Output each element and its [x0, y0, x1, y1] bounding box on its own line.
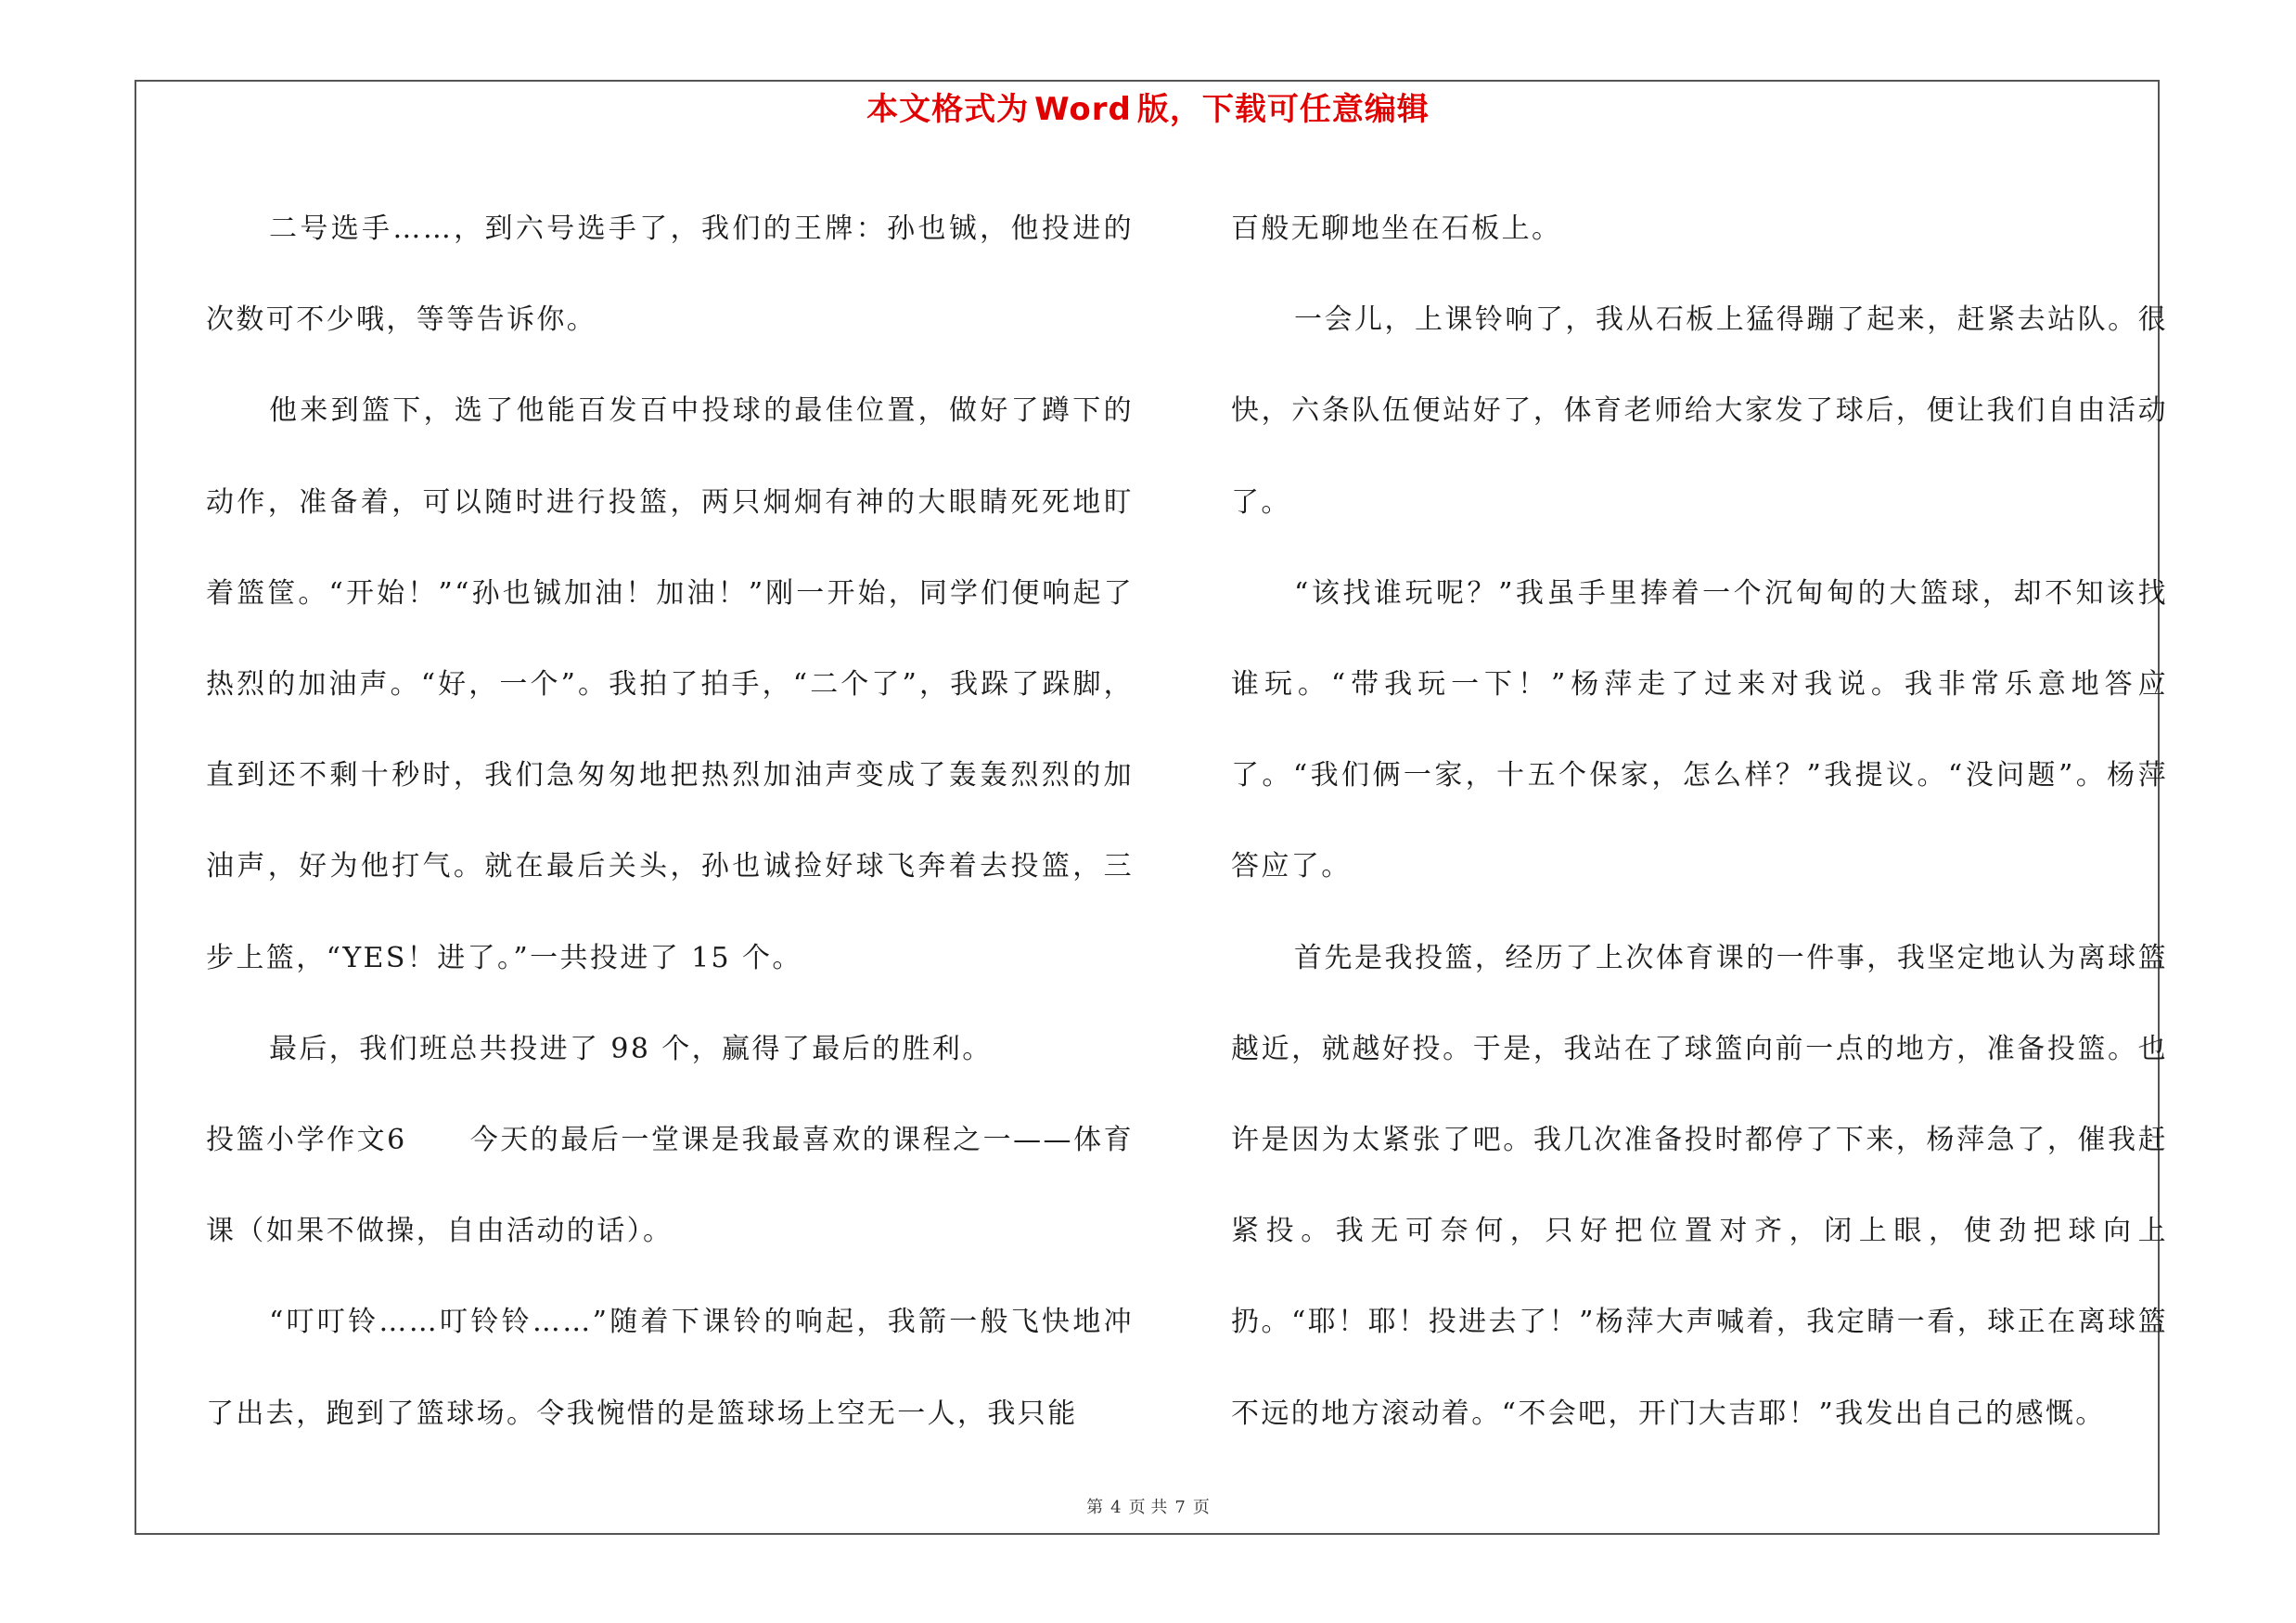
left-column: [206, 184, 1134, 1460]
banner-word: Word: [1034, 91, 1132, 128]
left-paragraph-4: [206, 1095, 1134, 1277]
document-banner: [0, 87, 2296, 132]
essay-intro: 今天的最后一堂课是我最喜欢的课程之一——体育课（如果不做操，自由活动的话）。: [206, 1124, 1134, 1248]
left-paragraph-5: “叮叮铃……叮铃铃……”随着下课铃的响起，我箭一般飞快地冲了出去，跑到了篮球场。令我惋惜的是篮球场上空无一人，我只能: [206, 1306, 1134, 1430]
right-paragraph-4: 首先是我投篮，经历了上次体育课的一件事，我坚定地认为离球篮越近，就越好投。于是，我站在了球篮向前一点的地方，准备投篮。也许是因为太紧张了吧。我几次准备投时都停了下来，杨萍急了，催我赶紧投。我无可奈何，只好把位置对齐，闭上眼，使劲把球向上扔。“耶！耶！投进去了！”杨萍大声喊着，我定睛一看，球正在离球篮不远的地方滚动着。“不会吧，开门大吉耶！”我发出自己的感慨。: [1231, 941, 2168, 1430]
left-paragraph-1: 二号选手……，到六号选手了，我们的王牌：孙也铖，他投进的次数可不少哦，等等告诉你。: [206, 213, 1134, 337]
left-paragraph-2: 他来到篮下，选了他能百发百中投球的最佳位置，做好了蹲下的动作，准备着，可以随时进行投篮，两只炯炯有神的大眼睛死死地盯着篮筐。“开始！”“孙也铖加油！加油！”刚一开始，同学们便响起了热烈的加油声。“好，一个”。我拍了拍手，“二个了”，我跺了跺脚，直到还不剩十秒时，我们急匆匆地把热烈加油声变成了轰轰烈烈的加油声，好为他打气。就在最后关头，孙也诚捡好球飞奔着去投篮，三步上篮，“YES！进了。”一共投进了 15 个。: [206, 394, 1134, 974]
footer-total-pages: 7: [1174, 1498, 1186, 1517]
right-paragraph-3: “该找谁玩呢？”我虽手里捧着一个沉甸甸的大篮球，却不知该找谁玩。“带我玩一下！”杨萍走了过来对我说。我非常乐意地答应了。“我们俩一家，十五个保家，怎么样？”我提议。“没问题”。杨萍答应了。: [1231, 576, 2168, 883]
right-paragraph-1: 百般无聊地坐在石板上。: [1231, 213, 1562, 245]
right-column: [1231, 184, 2168, 1460]
essay-title: 投篮小学作文6: [206, 1124, 407, 1157]
footer-current-page: 4: [1110, 1498, 1122, 1517]
page-footer: [0, 1496, 2296, 1520]
left-paragraph-3: 最后，我们班总共投进了 98 个，赢得了最后的胜利。: [269, 1032, 993, 1065]
right-paragraph-2: 一会儿，上课铃响了，我从石板上猛得蹦了起来，赶紧去站队。很快，六条队伍便站好了，体育老师给大家发了球后，便让我们自由活动了。: [1231, 303, 2168, 519]
banner-prefix: 本文格式为: [866, 91, 1030, 128]
footer-prefix: 第: [1086, 1498, 1104, 1517]
footer-middle: 页 共: [1128, 1498, 1168, 1517]
footer-suffix: 页: [1192, 1498, 1210, 1517]
banner-suffix: 版，下载可任意编辑: [1136, 91, 1430, 128]
